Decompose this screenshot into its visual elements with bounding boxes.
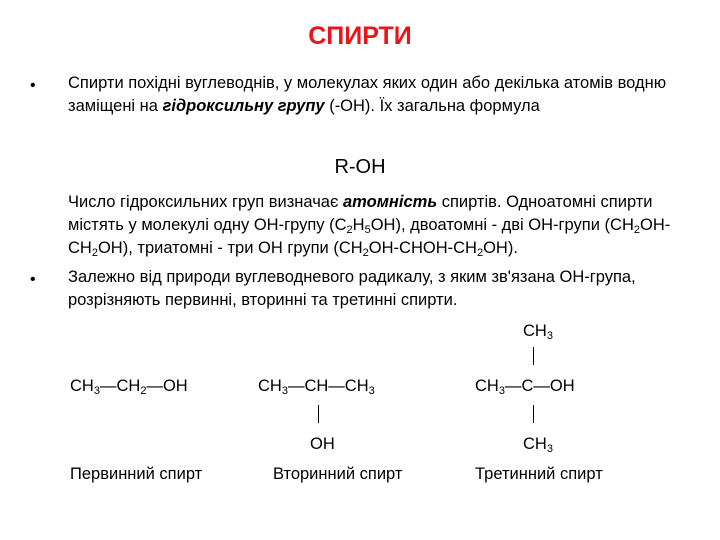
page-title: СПИРТИ [308,22,412,50]
classification-paragraph: Залежно від природи вуглеводневого радикалу, з яким зв'язана OH-група, розрізняють первинні, вторинні та третинні спирти. [68,268,636,309]
bond-line [533,405,534,423]
secondary-oh-group: OH [310,435,335,453]
primary-alcohol-formula: $CH_3—CH_2—OH$ [70,377,188,397]
tertiary-bottom-methyl: $CH_3$ [523,435,553,455]
secondary-alcohol-formula: $CH_3—CH—CH_3$ [258,377,375,397]
atomicity-term: атомність [343,193,438,211]
bond-line [318,405,319,423]
general-formula: R-OH [334,156,386,178]
atomicity-paragraph: Число гідроксильних груп визначає атомність спиртів. Одноатомні спирти містять у молекулі одну OH-групу $(C_2H_5OH)$, двоатомні - дві OH-групи $(CH_2OH-CH_2OH)$, триатомні - три OH групи $(CH_2OH-CHOH-CH_2OH)$. [68,193,671,259]
tertiary-top-methyl: $CH_3$ [523,322,553,342]
secondary-alcohol-label: Вторинний спирт [273,465,403,483]
hydroxyl-group-term: гідроксильну групу [162,97,325,115]
tertiary-alcohol-label: Третинний спирт [475,465,603,483]
bond-line [533,347,534,365]
definition-paragraph: Спирти похідні вуглеводнів, у молекулах яких один або декілька атомів водню заміщені на гідроксильну групу (-OH). Їх загальна формула [68,74,667,115]
primary-alcohol-label: Первинний спирт [70,465,203,483]
bullet-marker: • [30,271,36,288]
tertiary-alcohol-formula: $CH_3—C—OH$ [475,377,575,397]
bullet-marker: • [30,77,36,94]
